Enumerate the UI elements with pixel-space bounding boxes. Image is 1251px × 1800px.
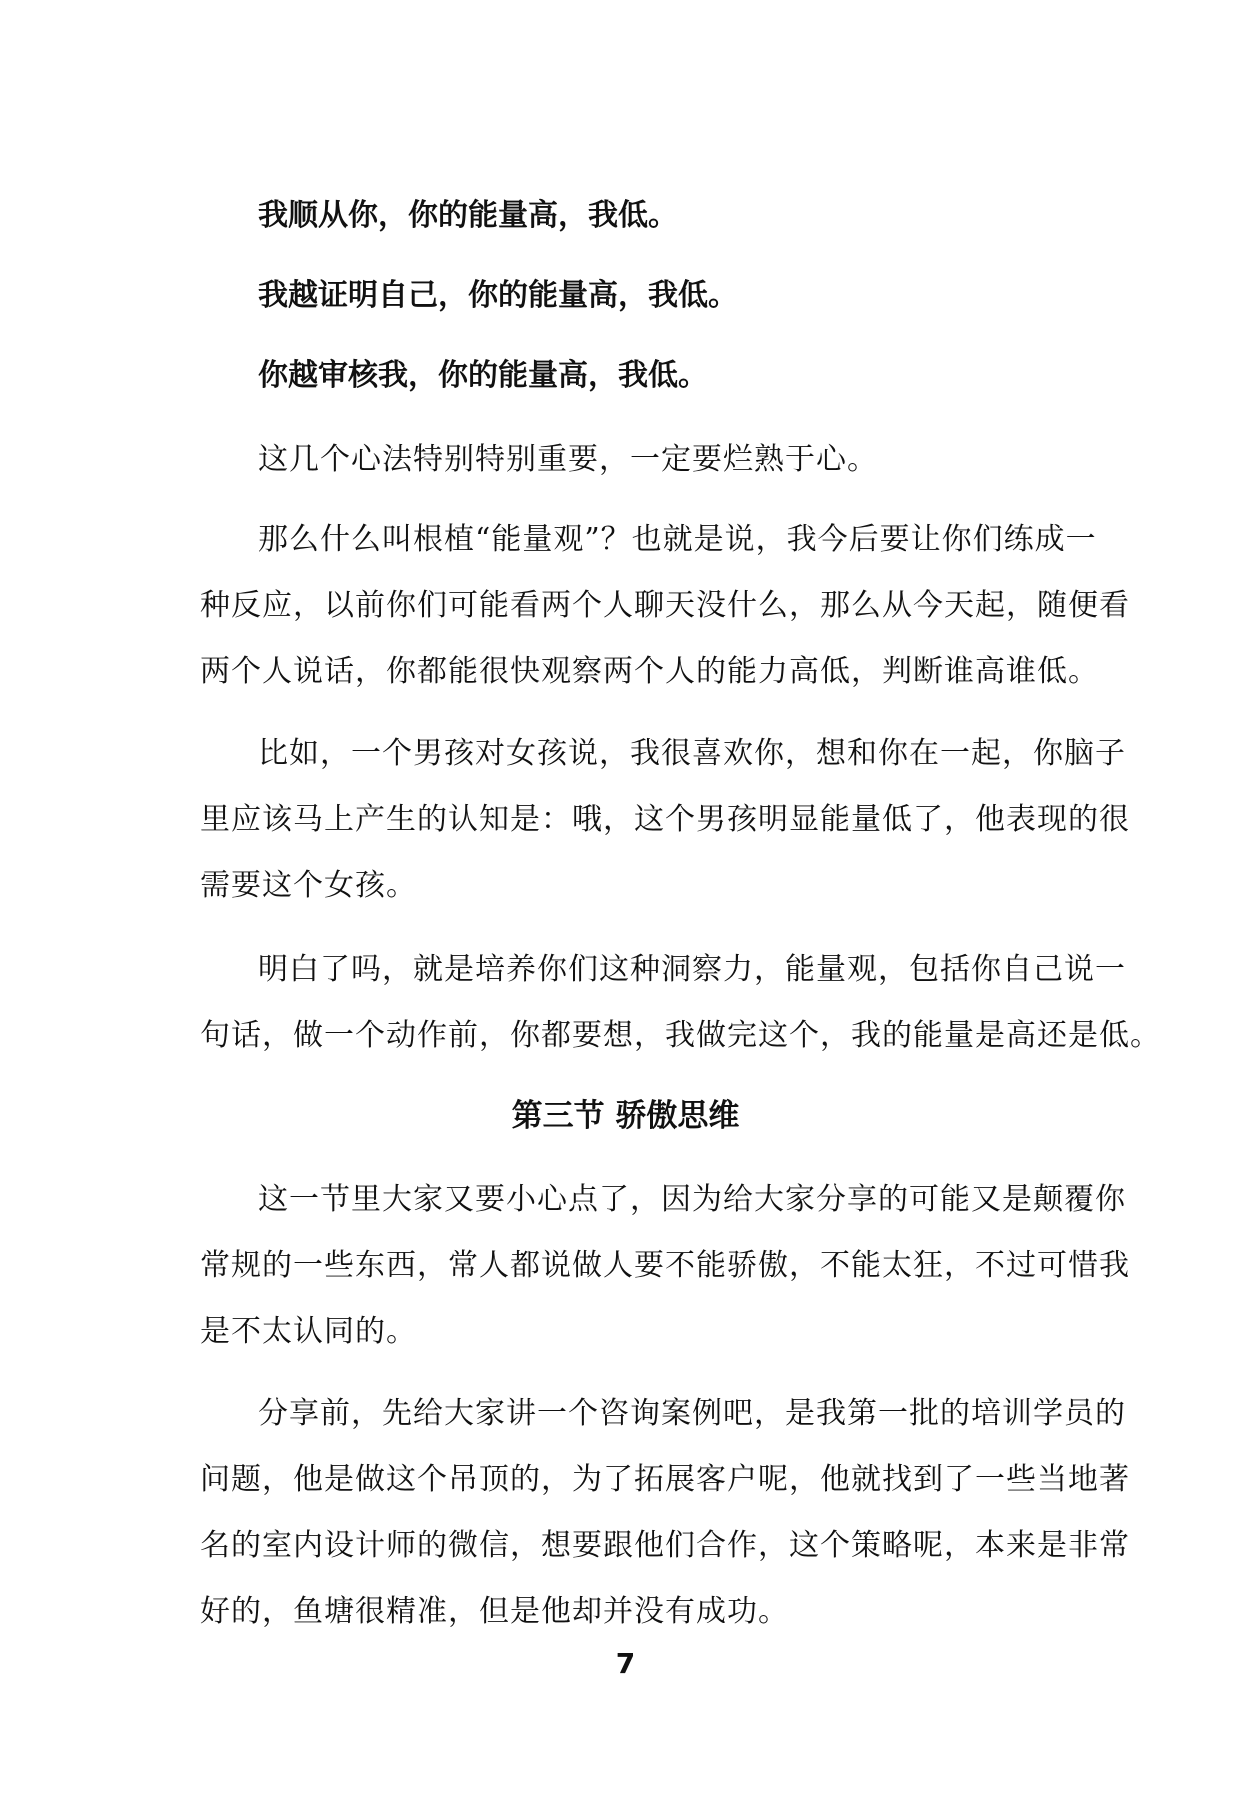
paragraph-line: 好的，鱼塘很精准，但是他却并没有成功。 (200, 1594, 789, 1629)
page-number: 7 (615, 1647, 636, 1680)
paragraph-line: 里应该马上产生的认知是：哦，这个男孩明显能量低了，他表现的很 (200, 802, 1130, 837)
paragraph-line: 名的室内设计师的微信，想要跟他们合作，这个策略呢，本来是非常 (200, 1528, 1130, 1563)
paragraph-line: 比如，一个男孩对女孩说，我很喜欢你，想和你在一起，你脑子 (258, 736, 1126, 771)
paragraph-line: 是不太认同的。 (200, 1314, 417, 1349)
paragraph-line: 明白了吗，就是培养你们这种洞察力，能量观，包括你自己说一 (258, 952, 1126, 987)
paragraph-line: 常规的一些东西，常人都说做人要不能骄傲，不能太狂，不过可惜我 (200, 1248, 1130, 1283)
section-heading: 第三节 骄傲思维 (511, 1098, 740, 1134)
bold-mantra-3: 你越审核我，你的能量高，我低。 (258, 358, 708, 393)
bold-mantra-2: 我越证明自己，你的能量高，我低。 (258, 278, 738, 313)
paragraph-line: 那么什么叫根植“能量观”？也就是说，我今后要让你们练成一 (258, 522, 1097, 557)
paragraph-line: 需要这个女孩。 (200, 868, 417, 903)
paragraph-line: 分享前，先给大家讲一个咨询案例吧，是我第一批的培训学员的 (258, 1396, 1126, 1431)
paragraph-line: 种反应，以前你们可能看两个人聊天没什么，那么从今天起，随便看 (200, 588, 1130, 623)
paragraph-line: 这几个心法特别特别重要，一定要烂熟于心。 (258, 442, 878, 477)
paragraph-line: 这一节里大家又要小心点了，因为给大家分享的可能又是颠覆你 (258, 1182, 1126, 1217)
paragraph-line: 两个人说话，你都能很快观察两个人的能力高低，判断谁高谁低。 (200, 654, 1099, 689)
paragraph-line: 问题，他是做这个吊顶的，为了拓展客户呢，他就找到了一些当地著 (200, 1462, 1130, 1497)
bold-mantra-1: 我顺从你，你的能量高，我低。 (258, 198, 678, 233)
paragraph-line: 句话，做一个动作前，你都要想，我做完这个，我的能量是高还是低。 (200, 1018, 1161, 1053)
